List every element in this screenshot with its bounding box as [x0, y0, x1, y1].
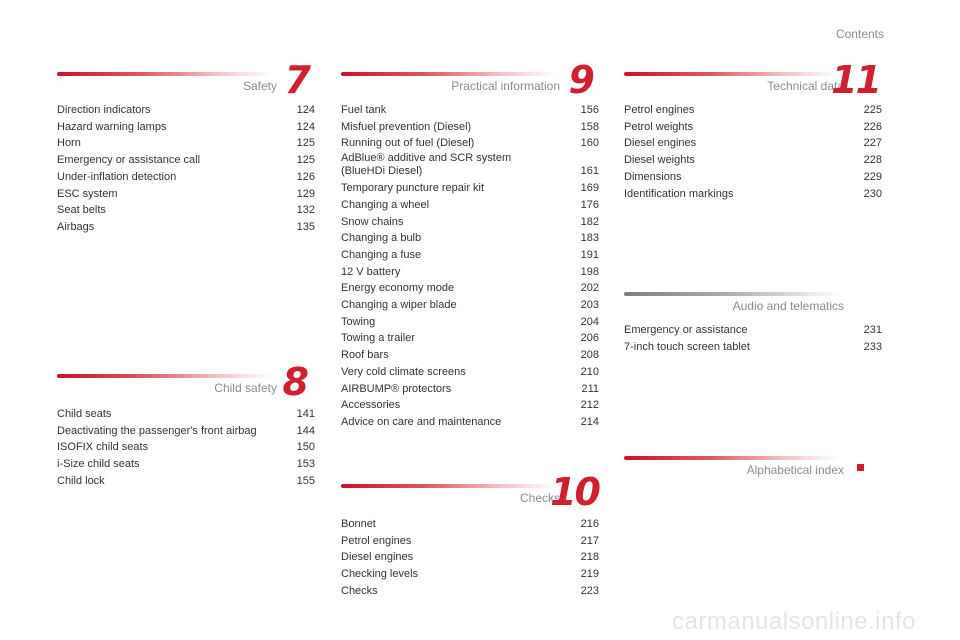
toc-entry[interactable]	[57, 219, 315, 236]
entry-list	[624, 102, 882, 202]
section-index	[624, 448, 882, 484]
toc-entry[interactable]	[57, 186, 315, 203]
toc-entry-title: Changing a bulb	[341, 232, 422, 245]
toc-entry-title: Snow chains	[341, 215, 404, 228]
toc-entry-title: Petrol engines	[341, 534, 412, 547]
section-bar	[624, 292, 839, 296]
toc-entry-page: 129	[296, 187, 315, 200]
toc-entry-page: 169	[580, 182, 599, 195]
toc-entry-title: Accessories	[341, 399, 401, 412]
toc-entry-page: 229	[863, 170, 882, 183]
toc-entry[interactable]	[57, 456, 315, 473]
toc-entry[interactable]	[341, 583, 599, 600]
entry-list	[57, 406, 315, 490]
toc-entry-page: 176	[580, 198, 599, 211]
toc-entry-page: 124	[296, 120, 315, 133]
toc-entry[interactable]	[57, 423, 315, 440]
toc-entry-title: Direction indicators	[57, 104, 151, 116]
toc-entry[interactable]	[624, 102, 882, 119]
toc-entry-title: Changing a wheel	[341, 198, 430, 211]
toc-entry-title: Identification markings	[624, 187, 734, 200]
toc-entry-page: 231	[863, 324, 882, 336]
section-title[interactable]: Alphabetical index	[746, 463, 844, 477]
section-audio	[624, 284, 882, 355]
toc-entry[interactable]	[57, 439, 315, 456]
toc-entry-page: 204	[580, 315, 599, 328]
toc-entry-title: AIRBUMP® protectors	[341, 382, 452, 395]
toc-entry-page: 158	[580, 120, 599, 133]
toc-entry-page: 212	[580, 399, 599, 412]
toc-entry-page: 233	[863, 340, 882, 353]
toc-entry[interactable]	[341, 247, 599, 264]
toc-entry-page: 125	[296, 154, 315, 167]
toc-entry-page: 160	[580, 137, 599, 150]
toc-entry-title: Roof bars	[341, 349, 389, 362]
toc-entry-page: 203	[580, 299, 599, 312]
toc-entry[interactable]	[341, 549, 599, 566]
toc-entry-page: 132	[296, 204, 315, 217]
toc-entry-title: Energy economy mode	[341, 282, 455, 295]
toc-entry-title: Misfuel prevention (Diesel)	[341, 120, 472, 133]
section-number: 8	[282, 360, 307, 404]
entry-list	[624, 322, 882, 355]
section-number: 7	[284, 58, 309, 102]
section-title[interactable]: Checks	[519, 491, 560, 505]
toc-entry-title: Fuel tank	[341, 104, 387, 116]
toc-entry-page: 183	[580, 232, 599, 245]
watermark: carmanualsonline.info	[672, 608, 916, 635]
toc-entry[interactable]	[341, 197, 599, 214]
toc-entry-title: Checks	[341, 584, 378, 597]
toc-entry-title: Child seats	[57, 408, 112, 420]
toc-entry[interactable]	[624, 119, 882, 136]
toc-entry-page: 223	[580, 584, 599, 597]
section-bar	[341, 484, 556, 488]
entry-list	[57, 102, 315, 236]
toc-entry-page: 135	[296, 220, 315, 233]
toc-entry-page: 210	[580, 365, 599, 378]
toc-entry-title: Bonnet	[341, 518, 376, 530]
toc-entry-title: Very cold climate screens	[341, 365, 466, 378]
toc-entry-title: Child lock	[57, 474, 105, 487]
toc-entry-page: 228	[863, 154, 882, 167]
toc-entry[interactable]	[624, 186, 882, 203]
toc-entry[interactable]	[341, 280, 599, 297]
toc-entry-title: Changing a wiper blade	[341, 299, 457, 312]
toc-entry-page: 208	[580, 349, 599, 362]
toc-entry-title: Dimensions	[624, 170, 682, 183]
toc-entry-page: 198	[580, 265, 599, 278]
toc-entry[interactable]	[341, 330, 599, 347]
toc-entry[interactable]	[341, 397, 599, 414]
section-bar	[341, 72, 556, 76]
toc-entry[interactable]	[341, 152, 599, 178]
section-checks	[341, 470, 599, 600]
toc-entry-title: Diesel weights	[624, 154, 695, 167]
toc-entry-title: Advice on care and maintenance	[341, 415, 502, 428]
toc-entry-title: Airbags	[57, 220, 95, 233]
toc-entry-page: 219	[580, 568, 599, 581]
toc-entry-title: Emergency or assistance	[624, 324, 748, 336]
toc-entry[interactable]	[341, 264, 599, 281]
toc-entry-page: 125	[296, 137, 315, 150]
toc-entry[interactable]	[57, 119, 315, 136]
toc-entry[interactable]	[57, 135, 315, 152]
toc-entry-page: 161	[580, 165, 599, 178]
toc-entry[interactable]	[341, 230, 599, 247]
toc-entry[interactable]	[341, 516, 599, 533]
toc-entry-page: 216	[580, 518, 599, 530]
toc-entry[interactable]	[624, 322, 882, 339]
toc-entry[interactable]	[341, 364, 599, 381]
section-safety	[57, 58, 315, 236]
section-number: 9	[568, 58, 593, 102]
toc-entry-page: 226	[863, 120, 882, 133]
toc-entry-title: AdBlue® additive and SCR system (BlueHDi Diesel)	[341, 152, 512, 178]
toc-entry-title: 7-inch touch screen tablet	[624, 340, 750, 353]
toc-entry-page: 218	[580, 551, 599, 564]
toc-entry[interactable]	[341, 119, 599, 136]
page-header: Contents	[835, 27, 884, 41]
toc-entry-title: Diesel engines	[624, 137, 697, 150]
toc-entry-page: 153	[296, 458, 315, 471]
toc-entry-page: 182	[580, 215, 599, 228]
toc-entry-title: Checking levels	[341, 568, 419, 581]
toc-entry-title: Deactivating the passenger's front airbag	[57, 424, 257, 437]
toc-entry-title: Diesel engines	[341, 551, 414, 564]
toc-entry[interactable]	[57, 102, 315, 119]
toc-entry-title: i-Size child seats	[57, 458, 140, 471]
toc-entry-page: 150	[296, 441, 315, 454]
toc-entry-title: Under-inflation detection	[57, 170, 177, 183]
section-child-safety	[57, 360, 315, 490]
toc-entry-page: 191	[580, 248, 599, 261]
section-practical	[341, 58, 599, 431]
section-title[interactable]: Safety	[242, 79, 277, 93]
toc-entry-page: 217	[580, 534, 599, 547]
toc-entry[interactable]	[341, 135, 599, 152]
toc-entry-title: Emergency or assistance call	[57, 154, 201, 167]
toc-entry-title: Hazard warning lamps	[57, 120, 167, 133]
toc-entry[interactable]	[57, 406, 315, 423]
toc-entry-page: 126	[296, 170, 315, 183]
toc-entry-page: 206	[580, 332, 599, 345]
toc-entry-title: Seat belts	[57, 204, 106, 217]
section-title[interactable]: Audio and telematics	[732, 299, 844, 313]
toc-entry[interactable]	[624, 135, 882, 152]
toc-entry[interactable]	[341, 297, 599, 314]
toc-entry-page: 155	[296, 474, 315, 487]
toc-entry[interactable]	[57, 152, 315, 169]
section-number: 10	[550, 470, 599, 514]
index-marker	[857, 464, 864, 471]
section-bar	[624, 456, 839, 460]
toc-entry[interactable]	[341, 566, 599, 583]
section-technical	[624, 58, 882, 202]
toc-entry-page: 230	[863, 187, 882, 200]
section-bar	[57, 374, 272, 378]
section-bar	[57, 72, 272, 76]
toc-entry-title: Towing	[341, 315, 376, 328]
toc-entry[interactable]	[341, 102, 599, 119]
toc-entry-title: ISOFIX child seats	[57, 441, 149, 454]
toc-entry-page: 202	[580, 282, 599, 295]
toc-entry[interactable]	[624, 169, 882, 186]
toc-entry-title: Petrol weights	[624, 120, 694, 133]
toc-entry[interactable]	[341, 214, 599, 231]
toc-entry-title: Temporary puncture repair kit	[341, 182, 485, 195]
toc-entry-page: 211	[581, 382, 599, 395]
section-title[interactable]: Technical data	[767, 79, 844, 93]
toc-entry[interactable]	[57, 473, 315, 490]
toc-entry-page: 214	[580, 415, 599, 428]
toc-entry-page: 144	[296, 424, 315, 437]
toc-entry-page: 141	[296, 408, 315, 420]
toc-entry-title: 12 V battery	[341, 265, 401, 278]
section-title[interactable]: Child safety	[214, 381, 277, 395]
toc-entry[interactable]	[57, 169, 315, 186]
toc-entry-title: Petrol engines	[624, 104, 695, 116]
toc-entry-title: ESC system	[57, 187, 118, 200]
section-number: 11	[831, 58, 880, 102]
toc-entry[interactable]	[341, 180, 599, 197]
section-bar	[624, 72, 839, 76]
toc-entry-title: Towing a trailer	[341, 332, 415, 345]
toc-entry[interactable]	[57, 202, 315, 219]
toc-entry[interactable]	[624, 339, 882, 356]
entry-list	[341, 516, 599, 600]
toc-entry[interactable]	[341, 381, 599, 398]
toc-entry-title: Running out of fuel (Diesel)	[341, 137, 475, 150]
entry-list	[341, 102, 599, 431]
toc-entry-page: 124	[296, 104, 315, 116]
toc-entry[interactable]	[341, 347, 599, 364]
toc-entry-title: Horn	[57, 137, 81, 150]
toc-entry[interactable]	[624, 152, 882, 169]
toc-entry-title: Changing a fuse	[341, 248, 422, 261]
toc-entry-page: 225	[863, 104, 882, 116]
section-title[interactable]: Practical information	[451, 79, 560, 93]
toc-entry[interactable]	[341, 533, 599, 550]
toc-entry-page: 156	[580, 104, 599, 116]
toc-entry[interactable]	[341, 314, 599, 331]
toc-entry[interactable]	[341, 414, 599, 431]
toc-entry-page: 227	[863, 137, 882, 150]
